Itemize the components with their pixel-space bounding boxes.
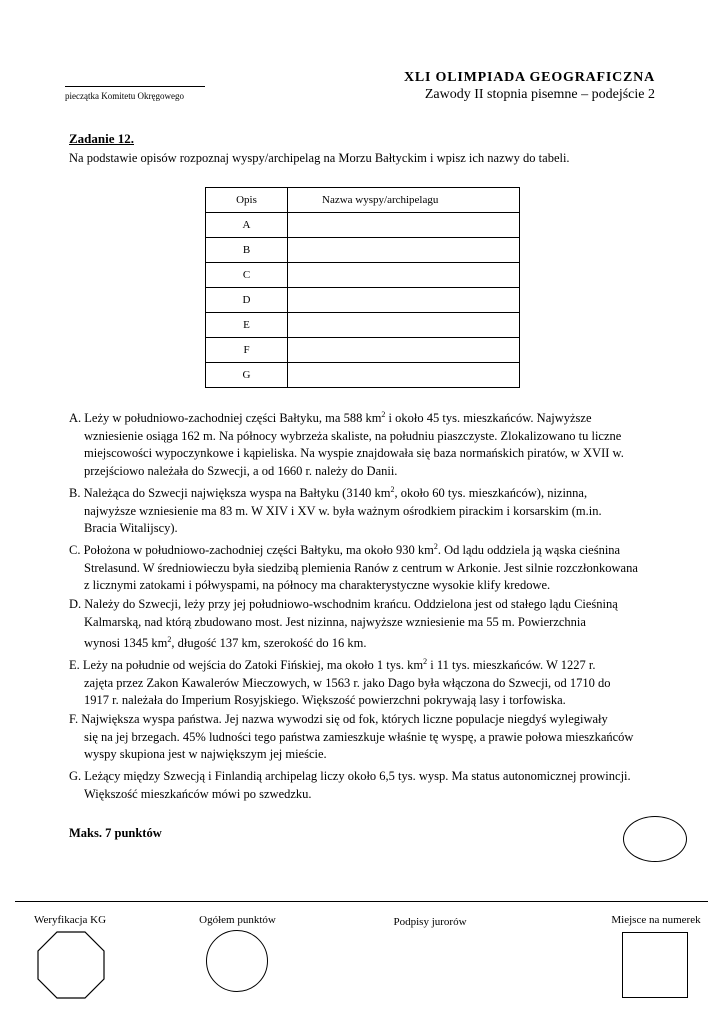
answer-cell[interactable] — [288, 363, 520, 388]
answer-cell[interactable] — [288, 238, 520, 263]
table-row — [206, 338, 520, 363]
row-letter: B — [206, 238, 288, 263]
answer-cell[interactable] — [288, 263, 520, 288]
row-letter: F — [206, 338, 288, 363]
header-description: Opis — [206, 188, 288, 213]
row-letter: C — [206, 263, 288, 288]
desc-b-line-1: B. Należąca do Szwecji największa wyspa na Bałtyku (3140 km — [69, 486, 391, 501]
olympiad-subtitle: Zawody II stopnia pisemne – podejście 2 — [424, 87, 655, 102]
table-row — [206, 213, 520, 238]
verification-octagon[interactable] — [37, 931, 105, 999]
description-f — [69, 711, 657, 764]
superscript: 2 — [167, 635, 172, 644]
desc-f-line-2: się na jej brzegach. 45% ludności tego państwa zamieszkuje właśnie tę wyspę, a prawie połowa mieszkańców — [84, 729, 634, 744]
desc-c-line-2: Strelasund. W średniowieczu była siedzibą plemienia Ranów z centrum w Arkonie. Jest silnie rozczłonkowana — [84, 560, 638, 575]
desc-a-line-4: przejściowo należała do Szwecji, a od 1660 r. należy do Danii. — [84, 463, 398, 478]
table-row — [206, 313, 520, 338]
desc-e-line-1: E. Leży na południe od wejścia do Zatoki Fińskiej, ma około 1 tys. km — [69, 658, 424, 673]
description-c — [69, 538, 657, 595]
desc-f-line-1: F. Największa wyspa państwa. Jej nazwa wywodzi się od fok, których liczne populacje niegdyś wylegiwały — [69, 712, 608, 726]
table-row — [206, 263, 520, 288]
description-g — [69, 768, 657, 803]
answer-cell[interactable] — [288, 338, 520, 363]
desc-f-line-3: wyspy skupiona jest w największym jej mieście. — [84, 747, 327, 761]
table-header-row — [206, 188, 520, 213]
answer-cell[interactable] — [288, 288, 520, 313]
row-letter: G — [206, 363, 288, 388]
desc-b-line-1b: , około 60 tys. mieszkańców), nizinna, — [394, 486, 588, 501]
desc-g-line-1: G. Leżący między Szwecją i Finlandią archipelag liczy około 6,5 tys. wysp. Ma status autonomicznej prowincji. — [69, 769, 631, 783]
answer-table — [205, 187, 520, 388]
total-points-label: Ogółem punktów — [199, 914, 276, 926]
answer-cell[interactable] — [288, 213, 520, 238]
max-points: Maks. 7 punktów — [69, 826, 162, 840]
desc-d-line-1: D. Należy do Szwecji, leży przy jej południowo-wschodnim krańcu. Oddzielona jest od stałego lądu Cieśniną — [69, 597, 618, 611]
stamp-label: pieczątka Komitetu Okręgowego — [65, 91, 184, 101]
desc-c-line-1b: . Od lądu oddziela ją wąska cieśnina — [437, 543, 621, 558]
desc-e-line-2: zajęta przez Zakon Kawalerów Mieczowych, w 1563 r. jako Dago była włączona do Szwecji, od 1710 do — [84, 675, 611, 690]
table-row — [206, 363, 520, 388]
footer-divider — [15, 901, 708, 902]
desc-d-line-3b: , długość 137 km, szerokość do 16 km. — [171, 636, 367, 651]
description-d — [69, 596, 657, 653]
olympiad-title: XLI OLIMPIADA GEOGRAFICZNA — [403, 70, 655, 85]
number-square[interactable] — [622, 932, 688, 998]
desc-d-line-2: Kalmarską, nad którą zbudowano most. Jest nizinna, najwyższe wzniesienie ma 55 m. Powierzchnia — [84, 614, 586, 629]
superscript: 2 — [433, 542, 438, 551]
row-letter: E — [206, 313, 288, 338]
desc-a-line-2: wzniesienie osiąga 162 m. Na północy wybrzeża skaliste, na południu piaszczyste. Zlokalizowano tu liczne — [84, 428, 622, 443]
desc-a-line-1: A. Leży w południowo-zachodniej części Bałtyku, ma 588 km — [69, 411, 382, 426]
desc-b-line-2: najwyższe wzniesienie ma 83 m. W XIV i XV w. była ważnym ośrodkiem pirackim i korsarskim (m.in. — [84, 503, 602, 518]
superscript: 2 — [390, 485, 395, 494]
row-letter: D — [206, 288, 288, 313]
desc-d-line-3: wynosi 1345 km — [84, 636, 168, 651]
desc-g-line-2: Większość mieszkańców mówi po szwedzku. — [84, 786, 312, 801]
task-intro: Na podstawie opisów rozpoznaj wyspy/archipelag na Morzu Bałtyckim i wpisz ich nazwy do tabeli. — [69, 151, 570, 165]
table-row — [206, 238, 520, 263]
verification-label: Weryfikacja KG — [33, 914, 107, 926]
superscript: 2 — [381, 410, 386, 419]
number-place-label: Miejsce na numerek — [611, 914, 701, 926]
superscript: 2 — [423, 657, 428, 666]
total-points-circle[interactable] — [206, 930, 268, 992]
desc-c-line-3: z licznymi zatokami i półwyspami, na północy ma charakterystyczne wysokie klify kredowe. — [84, 578, 551, 593]
desc-c-line-1: C. Położona w południowo-zachodniej części Bałtyku, ma około 930 km — [69, 543, 434, 558]
task-title: Zadanie 12. — [69, 131, 135, 146]
score-oval[interactable] — [623, 816, 687, 862]
desc-e-line-1b: i 11 tys. mieszkańców. W 1227 r. — [427, 658, 596, 673]
header-island-name: Nazwa wyspy/archipelagu — [288, 188, 520, 213]
row-letter: A — [206, 213, 288, 238]
desc-a-line-3: miejscowości wypoczynkowe i kąpieliska. Na wyspie znajdowała się baza normańskich piratów, w XVII w. — [84, 446, 624, 461]
signatures-label: Podpisy jurorów — [393, 916, 467, 928]
desc-a-line-1b: i około 45 tys. mieszkańców. Najwyższe — [385, 411, 592, 426]
description-a — [69, 406, 657, 480]
description-e — [69, 653, 657, 710]
description-b — [69, 481, 657, 538]
desc-b-line-3: Bracia Witalijscy). — [84, 521, 178, 536]
desc-e-line-3: 1917 r. należała do Imperium Rosyjskiego. Większość powierzchni pokrywają lasy i torfowiska. — [84, 693, 566, 708]
table-row — [206, 288, 520, 313]
answer-cell[interactable] — [288, 313, 520, 338]
stamp-line — [65, 86, 205, 87]
